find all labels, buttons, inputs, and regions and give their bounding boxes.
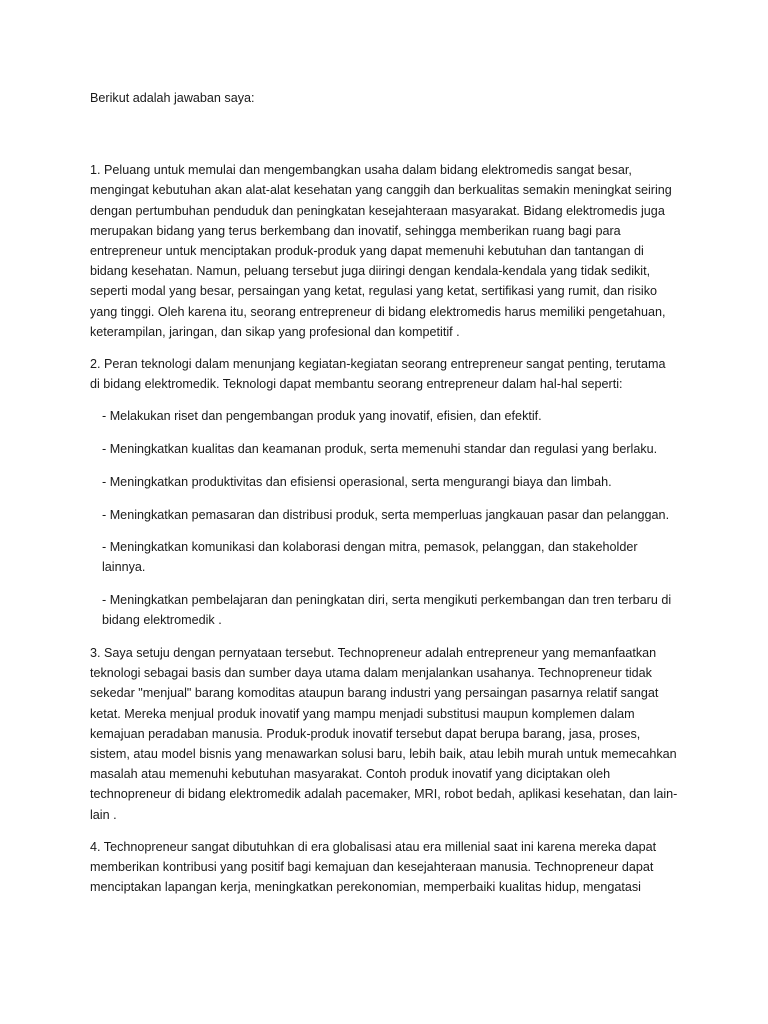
bullet-item-pemasaran: - Meningkatkan pemasaran dan distribusi produk, serta memperluas jangkauan pasar dan pelanggan. [102,507,670,522]
answer-paragraph-1: 1. Peluang untuk memulai dan mengembangkan usaha dalam bidang elektromedis sangat besar, mengingat kebutuhan akan alat-alat kesehatan yang canggih dan berkualitas semakin meningkat seiring dengan pertumbuhan penduduk dan peningkatan kesejahteraan masyarakat. Bidang elektromedis juga merupakan bidang yang terus berkembang dan inovatif, sehingga memberikan ruang bagi para entrepreneur untuk menciptakan produk-produk yang dapat memenuhi kebutuhan dan tantangan di bidang kesehatan. Namun, peluang tersebut juga diiringi dengan kendala-kendala yang tidak sedikit, seperti modal yang besar, persaingan yang ketat, regulasi yang ketat, sertifikasi yang rumit, dan risiko yang tinggi. Oleh karena itu, seorang entrepreneur di bidang elektromedis harus memiliki pengetahuan, keterampilan, jaringan, dan sikap yang profesional dan kompetitif . [90,163,672,339]
answer-paragraph-4: 4. Technopreneur sangat dibutuhkan di era globalisasi atau era millenial saat ini karena mereka dapat memberikan kontribusi yang positif bagi kemajuan dan kesejahteraan manusia. Technopreneur dapat menciptakan lapangan kerja, meningkatkan perekonomian, memperbaiki kualitas hidup, mengatasi [90,839,657,895]
bullet-item-riset: - Melakukan riset dan pengembangan produk yang inovatif, efisien, dan efektif. [102,409,542,424]
bullet-item-produktivitas: - Meningkatkan produktivitas dan efisiensi operasional, serta mengurangi biaya dan limbah. [102,474,612,489]
answer-paragraph-2: 2. Peran teknologi dalam menunjang kegiatan-kegiatan seorang entrepreneur sangat penting, terutama di bidang elektromedik. Teknologi dapat membantu seorang entrepreneur dalam hal-hal seperti: [90,357,666,392]
bullet-item-pembelajaran: - Meningkatkan pembelajaran dan peningkatan diri, serta mengikuti perkembangan dan tren terbaru di bidang elektromedik . [102,593,672,628]
bullet-item-komunikasi: - Meningkatkan komunikasi dan kolaborasi dengan mitra, pemasok, pelanggan, dan stakeholder lainnya. [102,540,638,575]
answer-paragraph-3: 3. Saya setuju dengan pernyataan tersebut. Technopreneur adalah entrepreneur yang memanfaatkan teknologi sebagai basis dan sumber daya utama dalam menjalankan usahanya. Technopreneur tidak sekedar "menjual" barang komoditas ataupun barang industri yang persaingan pasarnya relatif sangat ketat. Mereka menjual produk inovatif yang mampu menjadi substitusi maupun komplemen dalam kemajuan peradaban manusia. Produk-produk inovatif tersebut dapat berupa barang, jasa, proses, sistem, atau model bisnis yang menawarkan solusi baru, lebih baik, atau lebih murah untuk memecahkan masalah atau memenuhi kebutuhan masyarakat. Contoh produk inovatif yang diciptakan oleh technopreneur di bidang elektromedik adalah pacemaker, MRI, robot bedah, aplikasi kesehatan, dan lain-lain . [90,646,678,822]
intro-text: Berikut adalah jawaban saya: [90,91,255,105]
bullet-item-kualitas: - Meningkatkan kualitas dan keamanan produk, serta memenuhi standar dan regulasi yang berlaku. [102,442,658,457]
